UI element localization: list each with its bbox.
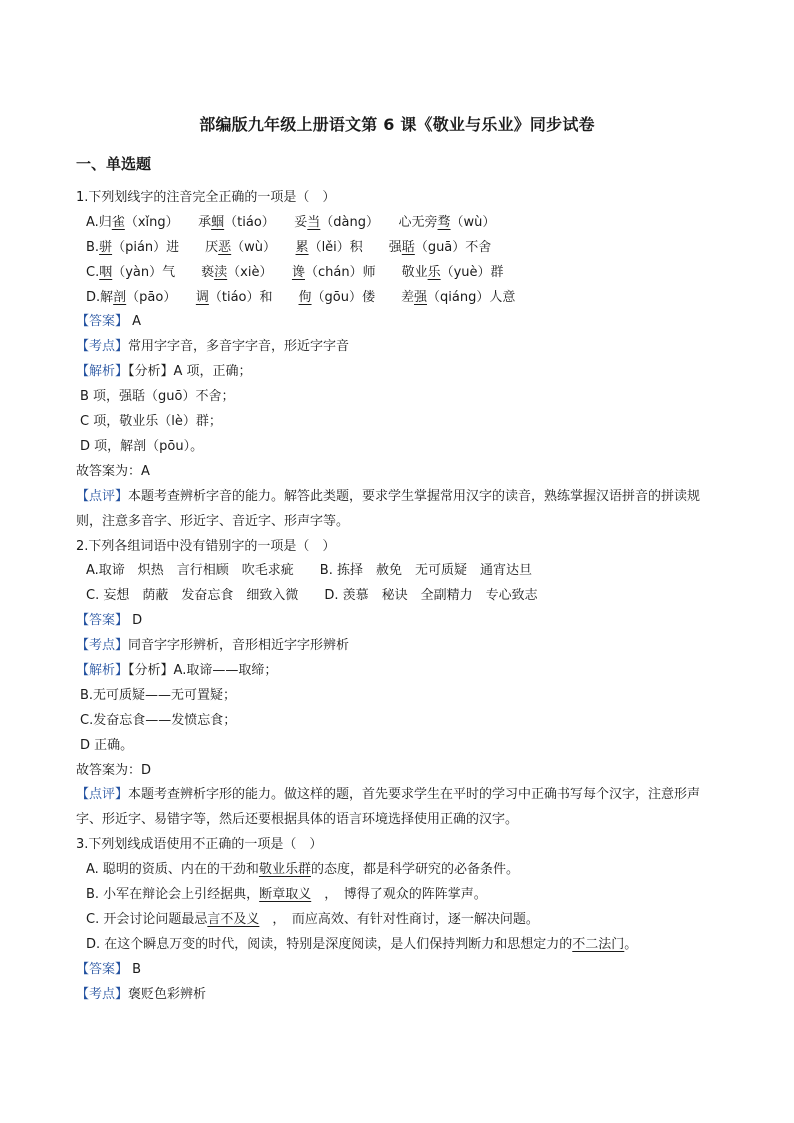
option-d: D. 在这个瞬息万变的时代，阅读，特别是深度阅读，是人们保持判断力和思想定力的不二法门。 — [86, 936, 638, 952]
point-line: 【考点】褒贬色彩辨析 — [76, 986, 207, 1002]
answer-line: 【答案】 D — [76, 613, 143, 629]
answer-line: 【答案】 B — [76, 961, 142, 977]
analysis-line: D 正确。 — [80, 737, 134, 753]
option-d: D.解剖（pāo） 调（tiáo）和 佝（gōu）偻 差强（qiáng）人意 — [86, 289, 516, 305]
option-a: A.归雀（xǐng） 承蝈（tiáo） 妥当（dàng） 心无旁骛（wù） — [86, 214, 496, 230]
point-line: 【考点】同音字字形辨析，音形相近字字形辨析 — [76, 638, 350, 654]
answer-line: 【答案】 A — [76, 314, 142, 330]
analysis-line: B 项，强聒（guō）不舍； — [80, 389, 235, 405]
option-row: A.取谛 炽热 言行相顾 吹毛求疵 B. 拣择 赦免 无可质疑 通宵达旦 — [86, 563, 532, 579]
analysis-line: C.发奋忘食——发愤忘食； — [80, 712, 237, 728]
analysis-line: B.无可质疑——无可置疑； — [80, 687, 237, 703]
question-stem: 1.下列划线字的注音完全正确的一项是（ ） — [76, 190, 336, 205]
option-a: A. 聪明的资质、内在的干劲和敬业乐群的态度，都是科学研究的必备条件。 — [86, 862, 519, 878]
option-c: C.咽（yàn）气 亵渎（xiè） 谗（chán）师 敬业乐（yuè）群 — [86, 264, 504, 280]
analysis-line: 【解析】【分析】A.取谛——取缔； — [76, 662, 278, 678]
comment-line: 【点评】本题考查辨析字音的能力。解答此类题，要求学生掌握常用汉字的读音，熟练掌握汉语拼音的拼读规则，注意多音字、形近字、音近字、形声字等。 — [76, 488, 701, 529]
option-b: B.骈（pián）进 厌恶（wù） 累（lěi）积 强聒（guā）不舍 — [86, 239, 492, 255]
final-answer: 故答案为：D — [76, 762, 152, 778]
final-answer: 故答案为：A — [76, 463, 150, 479]
questions — [76, 186, 726, 1007]
question-stem: 3.下列划线成语使用不正确的一项是（ ） — [76, 837, 323, 853]
analysis-line: C 项，敬业乐（lè）群； — [80, 414, 222, 430]
option-row: C. 妄想 荫蔽 发奋忘食 细致入微 D. 羡慕 秘诀 全副精力 专心致志 — [86, 588, 538, 604]
point-line: 【考点】常用字字音，多音字字音，形近字字音 — [76, 339, 350, 355]
comment-line: 【点评】本题考查辨析字形的能力。做这样的题，首先要求学生在平时的学习中正确书写每个汉字，注意形声字、形近字、易错字等，然后还要根据具体的语言环境选择使用正确的汉字。 — [76, 787, 701, 828]
option-b: B. 小军在辩论会上引经据典，断章取义 ， 博得了观众的阵阵掌声。 — [86, 887, 487, 902]
page-title: 部编版九年级上册语文第 6 课《敬业与乐业》同步试卷 — [199, 115, 595, 134]
analysis-line: D 项，解剖（pōu）。 — [80, 438, 204, 454]
analysis-line: 【解析】【分析】A 项，正确； — [76, 364, 252, 380]
question-stem: 2.下列各组词语中没有错别字的一项是（ ） — [76, 538, 336, 554]
section-heading: 一、单选题 — [76, 155, 152, 173]
option-c: C. 开会讨论问题最忌言不及义 ， 而应高效、有针对性商讨，逐一解决问题。 — [86, 911, 539, 927]
